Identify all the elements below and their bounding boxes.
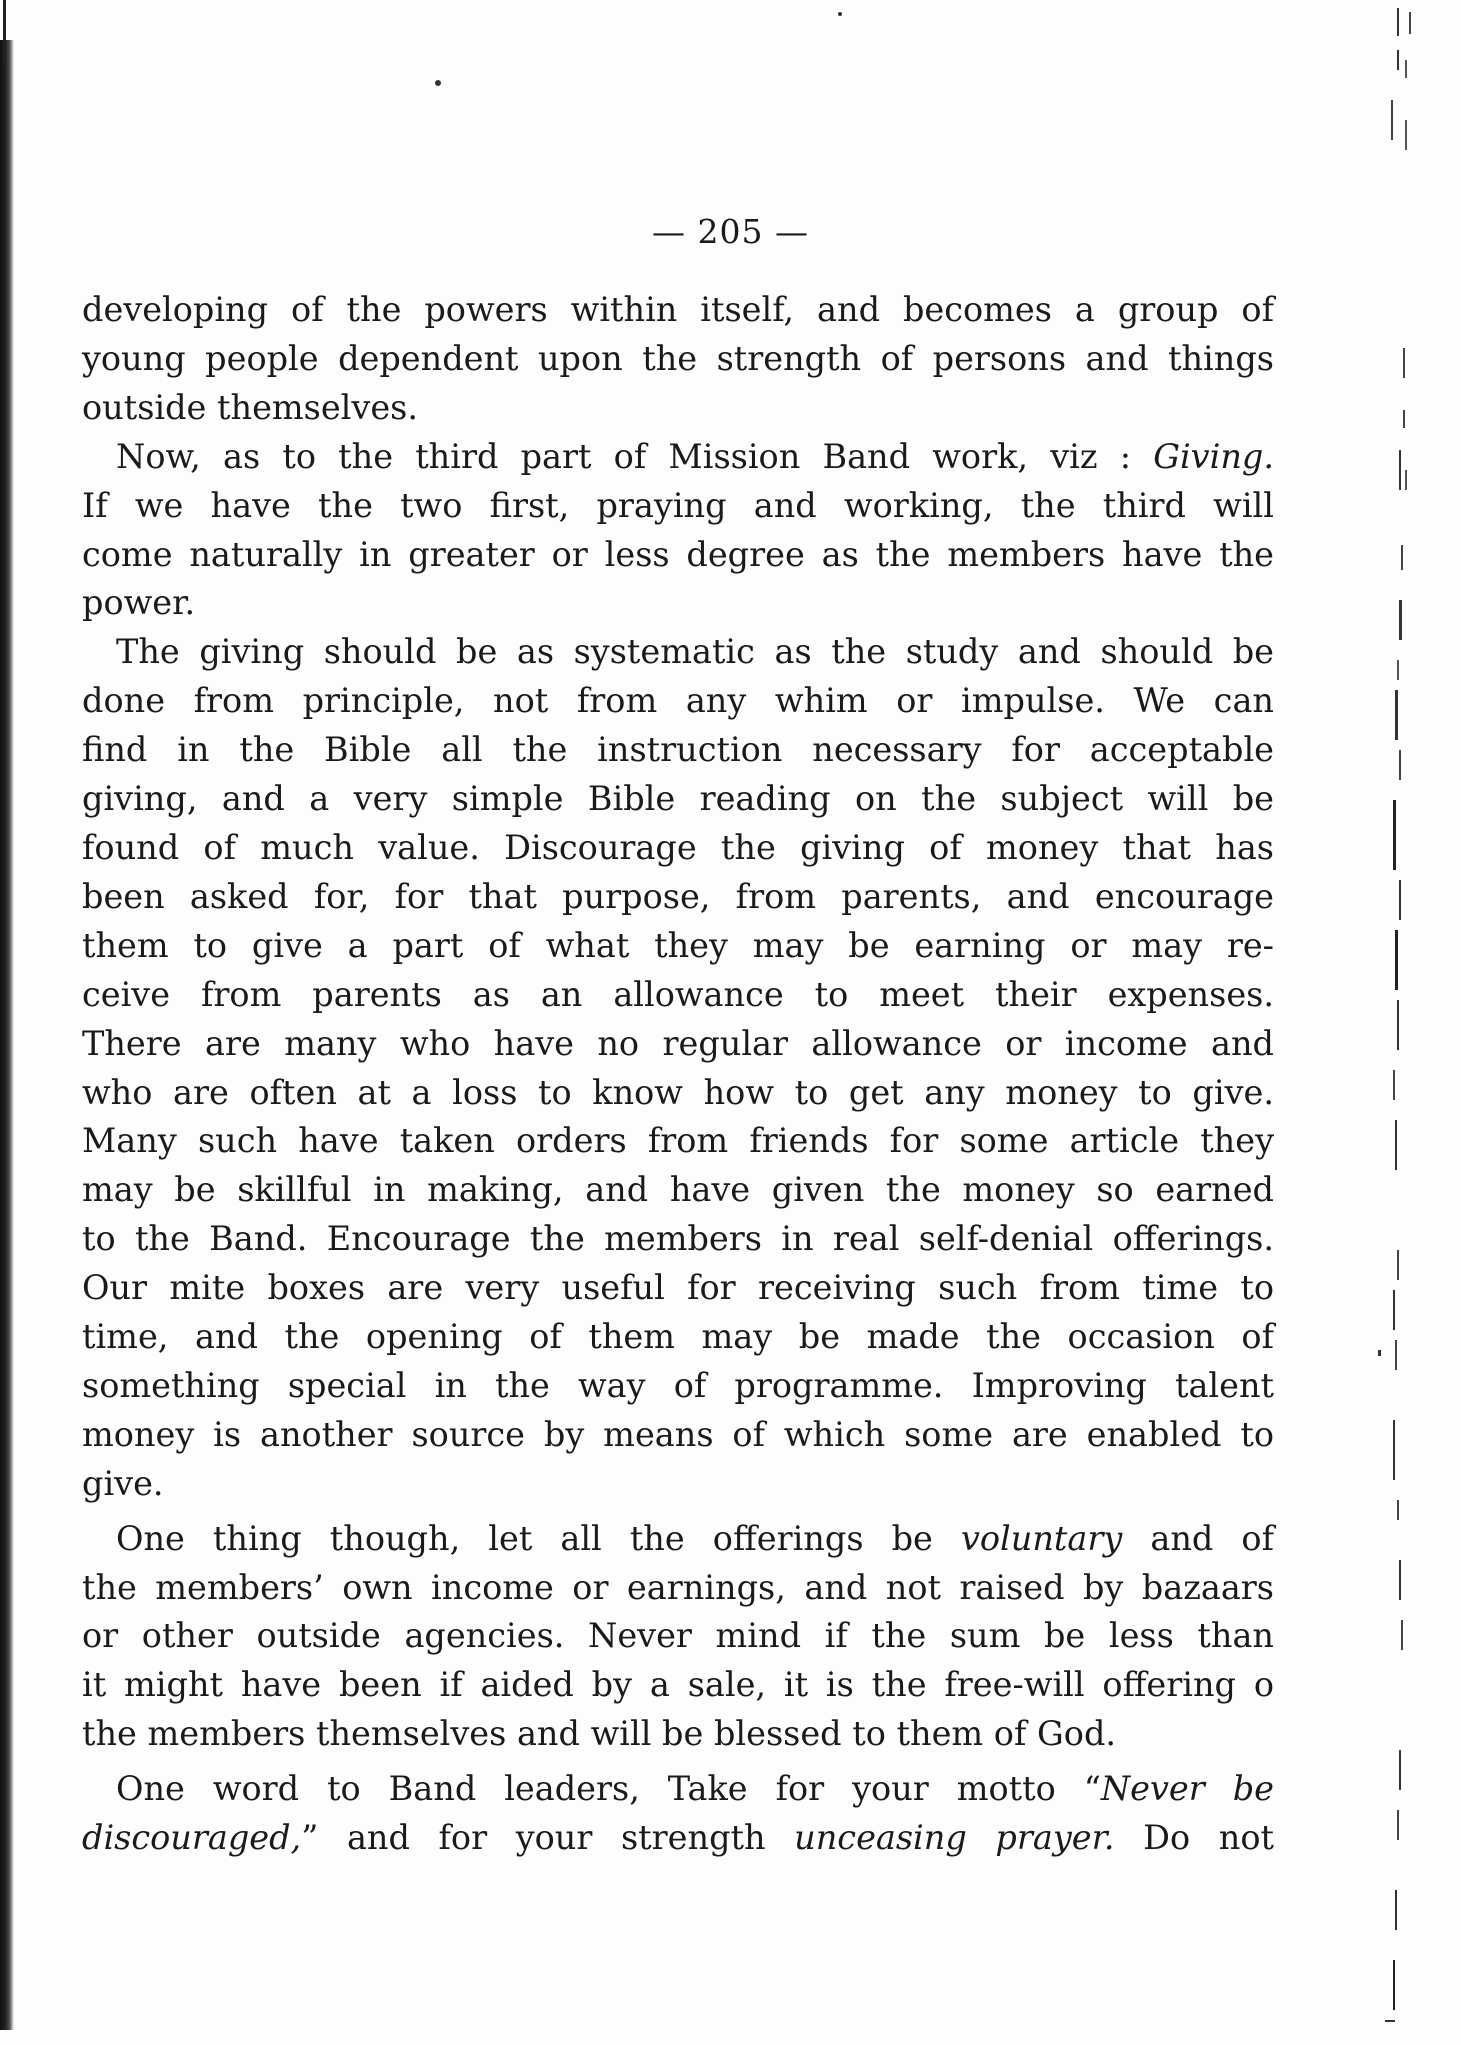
text-line: it might have been if aided by a sale, it is the free-will offering o xyxy=(82,1665,1274,1705)
text-line: Many such have taken orders from friends for some article they xyxy=(82,1121,1274,1161)
text-line xyxy=(82,1814,1274,1863)
text-line: giving, and a very simple Bible reading on the subject will be xyxy=(82,779,1274,819)
binding-shadow xyxy=(0,40,14,2030)
text-line: to the Band. Encourage the members in real self-denial offerings. xyxy=(82,1219,1274,1259)
text-line: or other outside agencies. Never mind if the sum be less than xyxy=(82,1616,1274,1656)
emphasis-giving: Giving. xyxy=(1153,436,1274,476)
text-line: outside themselves. xyxy=(82,387,418,427)
text-line: give. xyxy=(82,1463,164,1503)
text-line: the members themselves and will be blessed to them of God. xyxy=(82,1714,1117,1754)
text-line: There are many who have no regular allowance or income and xyxy=(82,1023,1274,1063)
text-line: money is another source by means of which some are enabled to xyxy=(82,1414,1274,1454)
emphasis-discouraged: discouraged, xyxy=(82,1818,302,1858)
text-fragment: One word to Band leaders, Take for your motto “ xyxy=(116,1769,1101,1809)
text-line: The giving should be as systematic as the study and should be xyxy=(116,632,1274,672)
text-line: been asked for, for that purpose, from parents, and encourage xyxy=(82,876,1274,916)
ink-speck xyxy=(435,80,441,86)
text-line: come naturally in greater or less degree as the members have the xyxy=(82,534,1274,574)
text-line: find in the Bible all the instruction necessary for acceptable xyxy=(82,730,1274,770)
page-number: — 205 — xyxy=(652,212,809,251)
ink-speck xyxy=(838,12,842,16)
text-line xyxy=(82,1515,1274,1564)
body-text xyxy=(82,286,1274,1863)
paragraph xyxy=(82,1765,1274,1863)
text-line: something special in the way of programme. Improving talent xyxy=(82,1365,1274,1405)
text-fragment: One thing though, let all the offerings be xyxy=(116,1518,933,1558)
text-fragment: Now, as to the third part of Mission Band work, viz : xyxy=(116,436,1132,476)
text-line xyxy=(82,433,1274,482)
text-fragment: ” and for your strength xyxy=(301,1818,766,1858)
text-line: power. xyxy=(82,583,196,623)
text-line: found of much value. Discourage the giving of money that has xyxy=(82,827,1274,867)
text-fragment: Do not xyxy=(1143,1818,1275,1858)
text-line: done from principle, not from any whim or impulse. We can xyxy=(82,681,1274,721)
text-line: developing of the powers within itself, and becomes a group of xyxy=(82,290,1274,329)
paragraph xyxy=(82,433,1274,629)
emphasis-voluntary: voluntary xyxy=(960,1518,1123,1558)
text-fragment: and of xyxy=(1150,1518,1274,1558)
text-line: them to give a part of what they may be earning or may re- xyxy=(82,925,1274,965)
ink-speck xyxy=(1378,1350,1381,1356)
text-line: ceive from parents as an allowance to meet their expenses. xyxy=(82,974,1274,1014)
page-edge-speckles xyxy=(1381,0,1461,2045)
emphasis-never-be: Never be xyxy=(1100,1769,1274,1809)
text-line: who are often at a loss to know how to get any money to give. xyxy=(82,1072,1274,1112)
text-line: Our mite boxes are very useful for receiving such from time to xyxy=(82,1268,1274,1308)
binding-edge xyxy=(3,0,6,60)
text-line: young people dependent upon the strength of persons and things xyxy=(82,338,1274,378)
emphasis-unceasing-prayer: unceasing prayer. xyxy=(794,1818,1115,1858)
text-line xyxy=(82,1765,1274,1814)
text-line: time, and the opening of them may be made the occasion of xyxy=(82,1317,1274,1357)
paragraph xyxy=(82,1515,1274,1760)
paragraph xyxy=(82,628,1274,1508)
paragraph xyxy=(82,286,1274,433)
text-line: may be skillful in making, and have given the money so earned xyxy=(82,1170,1274,1210)
text-line: the members’ own income or earnings, and not raised by bazaars xyxy=(82,1567,1274,1607)
text-line: If we have the two first, praying and working, the third will xyxy=(82,485,1274,525)
